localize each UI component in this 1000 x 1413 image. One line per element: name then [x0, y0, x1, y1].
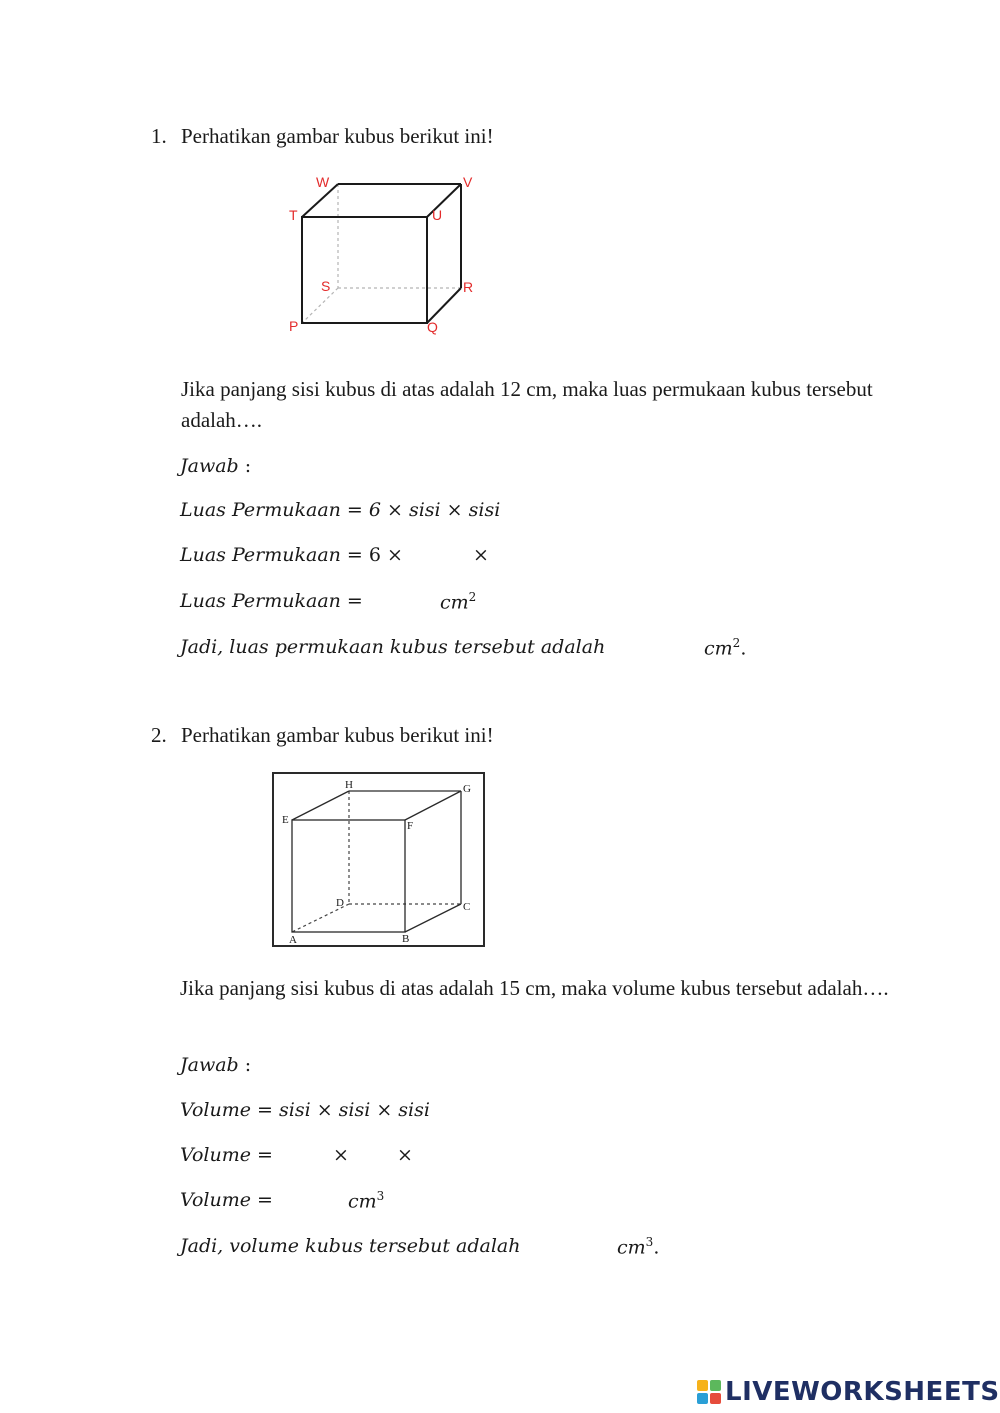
- vertex-label-C: C: [463, 901, 471, 913]
- q1-side-blank-1[interactable]: [433, 542, 473, 570]
- cube-figure-2: [272, 772, 486, 948]
- q2-times-sign-1: ×: [333, 1144, 349, 1166]
- q1-result-blank[interactable]: [390, 588, 438, 616]
- q2-substitution-line: Volume =: [180, 1144, 273, 1166]
- q1-result-line: Luas Permukaan =: [180, 590, 363, 612]
- vertex-label-A: A: [289, 934, 297, 946]
- q2-jawab-line: [180, 1054, 251, 1076]
- q2-side-blank-3[interactable]: [417, 1142, 465, 1170]
- vertex-label-H: H: [345, 779, 353, 791]
- cube-2-frame: [273, 773, 484, 946]
- q2-conclusion-text: Jadi, volume kubus tersebut adalah: [180, 1235, 521, 1257]
- q1-jawab-line: [180, 455, 251, 477]
- q2-formula-line: Volume = sisi × sisi × sisi: [180, 1099, 430, 1121]
- jawab-label: Jawab: [180, 455, 239, 477]
- question-1-number: 1.: [151, 124, 167, 148]
- cube-1-visible-edges: [302, 184, 461, 323]
- question-1-paragraph: Jika panjang sisi kubus di atas adalah 12 cm, maka luas permukaan kubus tersebut adalah….: [181, 377, 873, 432]
- q2-result-blank[interactable]: [290, 1187, 346, 1215]
- vertex-label-R: R: [463, 279, 474, 295]
- question-2-number: 2.: [151, 723, 167, 747]
- q2-times-sign-2: ×: [397, 1144, 413, 1166]
- question-2-prompt: Perhatikan gambar kubus berikut ini!: [181, 723, 494, 747]
- vertex-label-Q: Q: [427, 319, 438, 335]
- jawab-colon: :: [244, 1054, 252, 1076]
- vertex-label-T: T: [289, 207, 298, 223]
- q2-conclusion-blank[interactable]: [562, 1233, 616, 1261]
- vertex-label-P: P: [289, 318, 299, 334]
- q2-side-blank-1[interactable]: [288, 1142, 332, 1170]
- vertex-label-D: D: [336, 897, 344, 909]
- vertex-label-E: E: [282, 814, 289, 826]
- vertex-label-B: B: [402, 933, 410, 945]
- q2-conclusion-unit: $cm^3$.: [617, 1235, 660, 1259]
- q1-substitution-line: Luas Permukaan = 6 ×: [180, 544, 403, 566]
- q1-conclusion-unit: $cm^2$.: [704, 636, 747, 660]
- q1-result-unit: $cm^2$: [440, 590, 477, 614]
- q1-conclusion-blank[interactable]: [655, 634, 703, 662]
- logo-blocks-icon: [697, 1380, 721, 1404]
- question-1-prompt: Perhatikan gambar kubus berikut ini!: [181, 124, 494, 148]
- q2-side-blank-2[interactable]: [353, 1142, 397, 1170]
- liveworksheets-logo: [697, 1377, 1000, 1407]
- cube-1-hidden-edges: [302, 184, 461, 323]
- q1-times-sign: ×: [473, 544, 489, 566]
- q1-side-blank-2[interactable]: [493, 542, 541, 570]
- q1-conclusion-text: Jadi, luas permukaan kubus tersebut adalah: [180, 636, 606, 658]
- vertex-label-V: V: [463, 174, 473, 190]
- vertex-label-F: F: [407, 820, 414, 832]
- q2-result-line: Volume =: [180, 1189, 273, 1211]
- cube-figure-1: [280, 168, 490, 340]
- logo-brand-text: LIVEWORKSHEETS: [725, 1377, 1000, 1407]
- vertex-label-G: G: [463, 783, 471, 795]
- question-2-paragraph: Jika panjang sisi kubus di atas adalah 15 cm, maka volume kubus tersebut adalah….: [180, 976, 889, 1000]
- vertex-label-U: U: [432, 207, 443, 223]
- q2-result-unit: $cm^3$: [348, 1189, 385, 1213]
- jawab-label: Jawab: [180, 1054, 239, 1076]
- vertex-label-W: W: [316, 174, 330, 190]
- cube-2-visible-edges: [292, 791, 461, 932]
- q1-formula-line: Luas Permukaan = 6 × sisi × sisi: [180, 499, 501, 521]
- vertex-label-S: S: [321, 278, 331, 294]
- jawab-colon: :: [244, 455, 252, 477]
- cube-2-hidden-edges: [292, 791, 461, 932]
